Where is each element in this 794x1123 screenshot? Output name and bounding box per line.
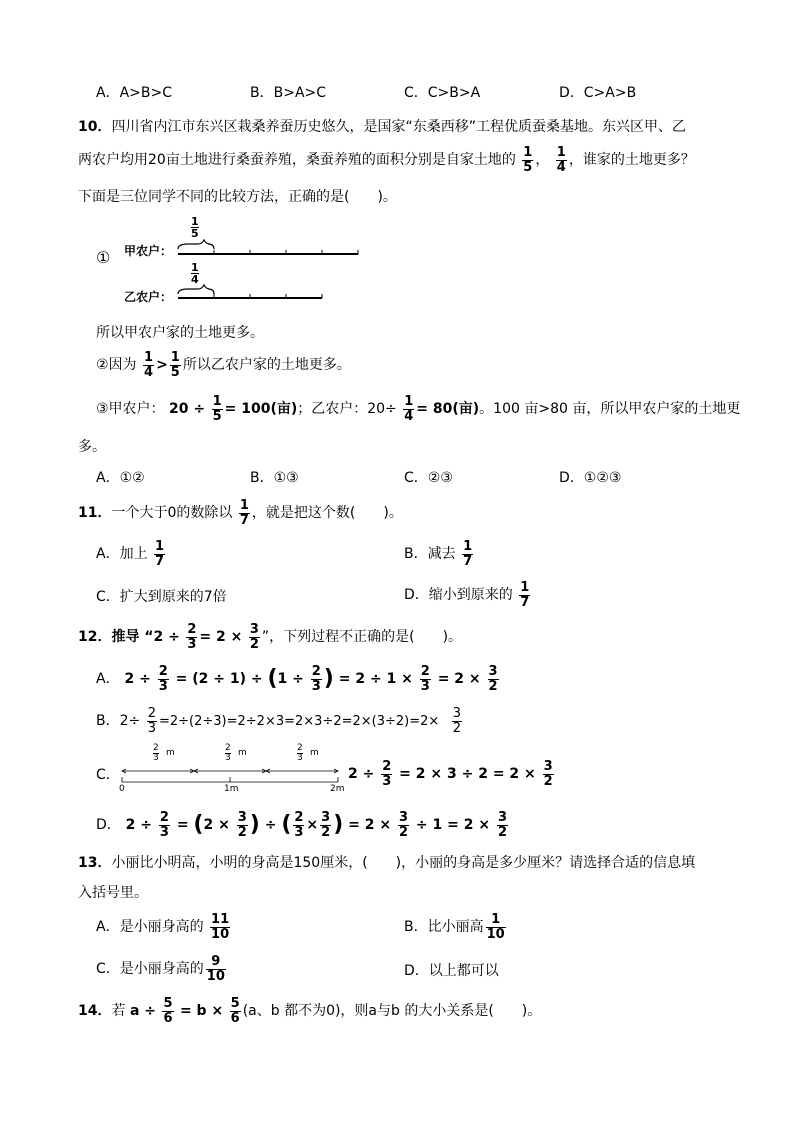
method3-expr: = 100(亩) xyxy=(224,401,298,417)
q10-text: 四川省内江市东兴区栽桑养蚕历史悠久，是国家“东桑西移”工程优质蚕桑基地。东兴区甲、乙 xyxy=(111,119,686,135)
fraction-2-3: $\frac{2}{3}$ xyxy=(420,663,430,694)
expr: 2 ÷ xyxy=(124,671,151,687)
fraction-11-10: $\frac{11}{10}$ xyxy=(211,911,230,942)
brace-frac-1-5: 1 5 xyxy=(191,215,199,240)
q13-text: 小丽比小明高，小明的身高是150厘米，( )，小丽的身高是多少厘米？请选择合适的信息填 xyxy=(111,855,696,871)
option-label: A． xyxy=(96,671,120,687)
q14-number: 14． xyxy=(78,1003,112,1019)
expr: =2÷(2÷3)=2÷2×3=2×3÷2=2×(3÷2)=2× xyxy=(158,714,440,729)
q11-text: ，就是把这个数( )。 xyxy=(251,505,403,521)
q10-options xyxy=(0,467,794,497)
q10-option-b[interactable]: B．①③ xyxy=(250,470,299,486)
option-label: B． xyxy=(96,713,120,729)
seg-unit-1: m xyxy=(166,748,175,758)
jia-label: 甲农户： xyxy=(124,244,173,258)
fraction-2-3: $\frac{2}{3}$ xyxy=(187,621,197,652)
q10-line3: 下面是三位同学不同的比较方法，正确的是( )。 xyxy=(78,189,397,205)
q13-option-d[interactable]: D．以上都可以 xyxy=(404,963,499,979)
q9-option-c[interactable]: C．C>B>A xyxy=(404,85,481,101)
comma: ， xyxy=(535,152,550,168)
fraction-1-4: $\frac{1}{4}$ xyxy=(144,349,154,380)
q12-option-d[interactable] xyxy=(96,806,510,844)
q13-option-a[interactable] xyxy=(96,908,232,946)
expr: 2 × xyxy=(203,817,230,833)
method3-text: 。100 亩>80 亩，所以甲农户家的土地更 xyxy=(479,401,741,417)
q9-options xyxy=(0,82,794,112)
fraction-1-10: $\frac{1}{10}$ xyxy=(486,911,505,942)
paren-close: ) xyxy=(323,666,334,691)
fraction-1-7: $\frac{1}{7}$ xyxy=(239,497,249,528)
q14-expr: = b × xyxy=(179,1003,224,1019)
method3-expr: = 80(亩) xyxy=(416,401,480,417)
q14-stem xyxy=(78,992,541,1030)
expr: = 2 × xyxy=(437,671,481,687)
seg-label-3: 2 3 xyxy=(297,743,303,763)
method3-text: ；乙农户：20÷ xyxy=(297,401,397,417)
q11-option-c[interactable]: C．扩大到原来的7倍 xyxy=(96,589,227,605)
q13-option-b[interactable] xyxy=(404,908,508,946)
q10-text: ，谁家的土地更多？ xyxy=(568,152,695,168)
fraction-1-7: $\frac{1}{7}$ xyxy=(520,579,530,610)
q11-number: 11． xyxy=(78,505,112,521)
tick-0: 0 xyxy=(119,784,125,794)
fraction-1-5: $\frac{1}{5}$ xyxy=(212,393,222,424)
q12-option-c-expr xyxy=(348,755,556,793)
q11-option-b[interactable] xyxy=(404,535,475,573)
fraction-1-5: $\frac{1}{5}$ xyxy=(170,349,180,380)
q12-option-a[interactable] xyxy=(96,660,501,698)
expr: = 2 × 3 ÷ 2 = 2 × xyxy=(399,766,536,782)
paren-open: ( xyxy=(281,812,292,837)
fraction-5-6: $\frac{5}{6}$ xyxy=(163,995,173,1026)
q11-stem xyxy=(78,494,403,532)
expr: ÷ 1 = 2 × xyxy=(415,817,491,833)
paren-open: ( xyxy=(267,666,278,691)
brace-frac-1-4: 1 4 xyxy=(191,261,199,286)
expr: 1 ÷ xyxy=(277,671,304,687)
method3 xyxy=(96,390,740,428)
fraction-3-2: $\frac{3}{2}$ xyxy=(452,705,462,736)
number-line-figure xyxy=(116,744,348,796)
q12-number: 12． xyxy=(78,629,112,645)
q13-number: 13． xyxy=(78,855,112,871)
q13-option-c[interactable] xyxy=(96,950,228,988)
fraction-1-7: $\frac{1}{7}$ xyxy=(463,538,473,569)
q10-text: 两农户均用20亩土地进行桑蚕养殖，桑蚕养殖的面积分别是自家土地的 xyxy=(78,152,516,168)
fraction-3-2: $\frac{3}{2}$ xyxy=(249,621,259,652)
method1-circle: ① xyxy=(96,248,111,267)
expr: = 2 × xyxy=(348,817,392,833)
fraction-2-3: $\frac{2}{3}$ xyxy=(294,809,304,840)
method3-cont: 多。 xyxy=(78,439,106,455)
method2-text: 所以乙农户家的土地更多。 xyxy=(182,357,351,373)
q14-text: (a、b 都不为0)，则a与b 的大小关系是( )。 xyxy=(242,1003,542,1019)
seg-label-1: 2 3 xyxy=(153,743,159,763)
option-label: D． xyxy=(96,817,121,833)
fraction-3-2: $\frac{3}{2}$ xyxy=(321,809,331,840)
yi-label: 乙农户： xyxy=(124,290,173,304)
option-label: A．加上 xyxy=(96,546,148,562)
expr: 2÷ xyxy=(119,713,141,729)
expr: = xyxy=(176,817,189,833)
seg-unit-2: m xyxy=(238,748,247,758)
option-label: A．是小丽身高的 xyxy=(96,919,204,935)
option-label: B．比小丽高 xyxy=(404,919,484,935)
fraction-2-3: $\frac{2}{3}$ xyxy=(147,705,156,736)
fraction-1-5: $\frac{1}{5}$ xyxy=(523,144,533,175)
fraction-2-3: $\frac{2}{3}$ xyxy=(159,809,169,840)
fraction-5-6: $\frac{5}{6}$ xyxy=(230,995,240,1026)
fraction-1-7: $\frac{1}{7}$ xyxy=(155,538,165,569)
expr: = (2 ÷ 1) ÷ xyxy=(175,671,263,687)
method1-figure xyxy=(122,216,372,304)
q10-line2 xyxy=(78,141,695,179)
q10-line1 xyxy=(78,116,686,136)
q14-text: 若 xyxy=(111,1003,126,1019)
bar-diagram xyxy=(122,216,372,304)
fraction-3-2: $\frac{3}{2}$ xyxy=(488,663,498,694)
q14-expr: a ÷ xyxy=(129,1003,156,1019)
q11-option-d[interactable] xyxy=(404,576,532,614)
method1-conclusion: 所以甲农户家的土地更多。 xyxy=(96,325,264,341)
q10-option-d[interactable]: D．①②③ xyxy=(559,470,622,486)
fraction-2-3: $\frac{2}{3}$ xyxy=(158,663,168,694)
fraction-3-2: $\frac{3}{2}$ xyxy=(497,809,507,840)
q12-text: = 2 × xyxy=(199,629,243,645)
option-label: D．缩小到原来的 xyxy=(404,587,513,603)
fraction-3-2: $\frac{3}{2}$ xyxy=(398,809,409,840)
paren-close: ) xyxy=(333,812,344,837)
q12-text: 推导 “2 ÷ xyxy=(111,629,180,645)
q12-option-b[interactable] xyxy=(96,702,464,740)
fraction-1-4: $\frac{1}{4}$ xyxy=(404,393,414,424)
q12-option-c-label[interactable]: C． xyxy=(96,767,120,783)
q10-option-c[interactable]: C．②③ xyxy=(404,470,453,486)
fraction-9-10: $\frac{9}{10}$ xyxy=(206,953,225,984)
paren-close: ) xyxy=(249,812,260,837)
greater-than: > xyxy=(156,357,168,373)
expr: 2 ÷ xyxy=(125,817,153,833)
q13-line2: 入括号里。 xyxy=(78,885,148,901)
option-label: C．是小丽身高的 xyxy=(96,961,204,977)
q12-stem xyxy=(78,618,462,656)
expr: 2 ÷ xyxy=(348,766,375,782)
fraction-3-2: $\frac{3}{2}$ xyxy=(237,809,247,840)
q9-option-d[interactable]: D．C>A>B xyxy=(559,85,637,101)
paren-open: ( xyxy=(193,812,204,837)
seg-label-2: 2 3 xyxy=(225,743,231,763)
tick-1m: 1m xyxy=(224,784,239,794)
q12-text: ”，下列过程不正确的是( )。 xyxy=(261,629,463,645)
option-label: B．减去 xyxy=(404,546,456,562)
expr: × xyxy=(306,817,319,833)
fraction-2-3: $\frac{2}{3}$ xyxy=(311,663,321,694)
method3-expr: 20 ÷ xyxy=(169,401,206,417)
q13-line1 xyxy=(78,852,695,872)
method2-text: ②因为 xyxy=(96,357,137,373)
q11-option-a[interactable] xyxy=(96,535,167,573)
q9-option-a[interactable]: A．A>B>C xyxy=(96,85,172,101)
method3-text: ③甲农户： xyxy=(96,401,165,417)
expr: ÷ xyxy=(264,817,277,833)
q10-option-a[interactable]: A．①② xyxy=(96,470,145,486)
tick-2m: 2m xyxy=(330,784,345,794)
fraction-2-3: $\frac{2}{3}$ xyxy=(382,758,392,789)
expr: = 2 ÷ 1 × xyxy=(338,671,413,687)
method2 xyxy=(96,346,351,384)
fraction-1-4: $\frac{1}{4}$ xyxy=(556,144,566,175)
q10-number: 10． xyxy=(78,119,112,135)
q11-text: 一个大于0的数除以 xyxy=(111,505,233,521)
fraction-3-2: $\frac{3}{2}$ xyxy=(543,758,553,789)
q9-option-b[interactable]: B．B>A>C xyxy=(250,85,327,101)
seg-unit-3: m xyxy=(310,748,319,758)
